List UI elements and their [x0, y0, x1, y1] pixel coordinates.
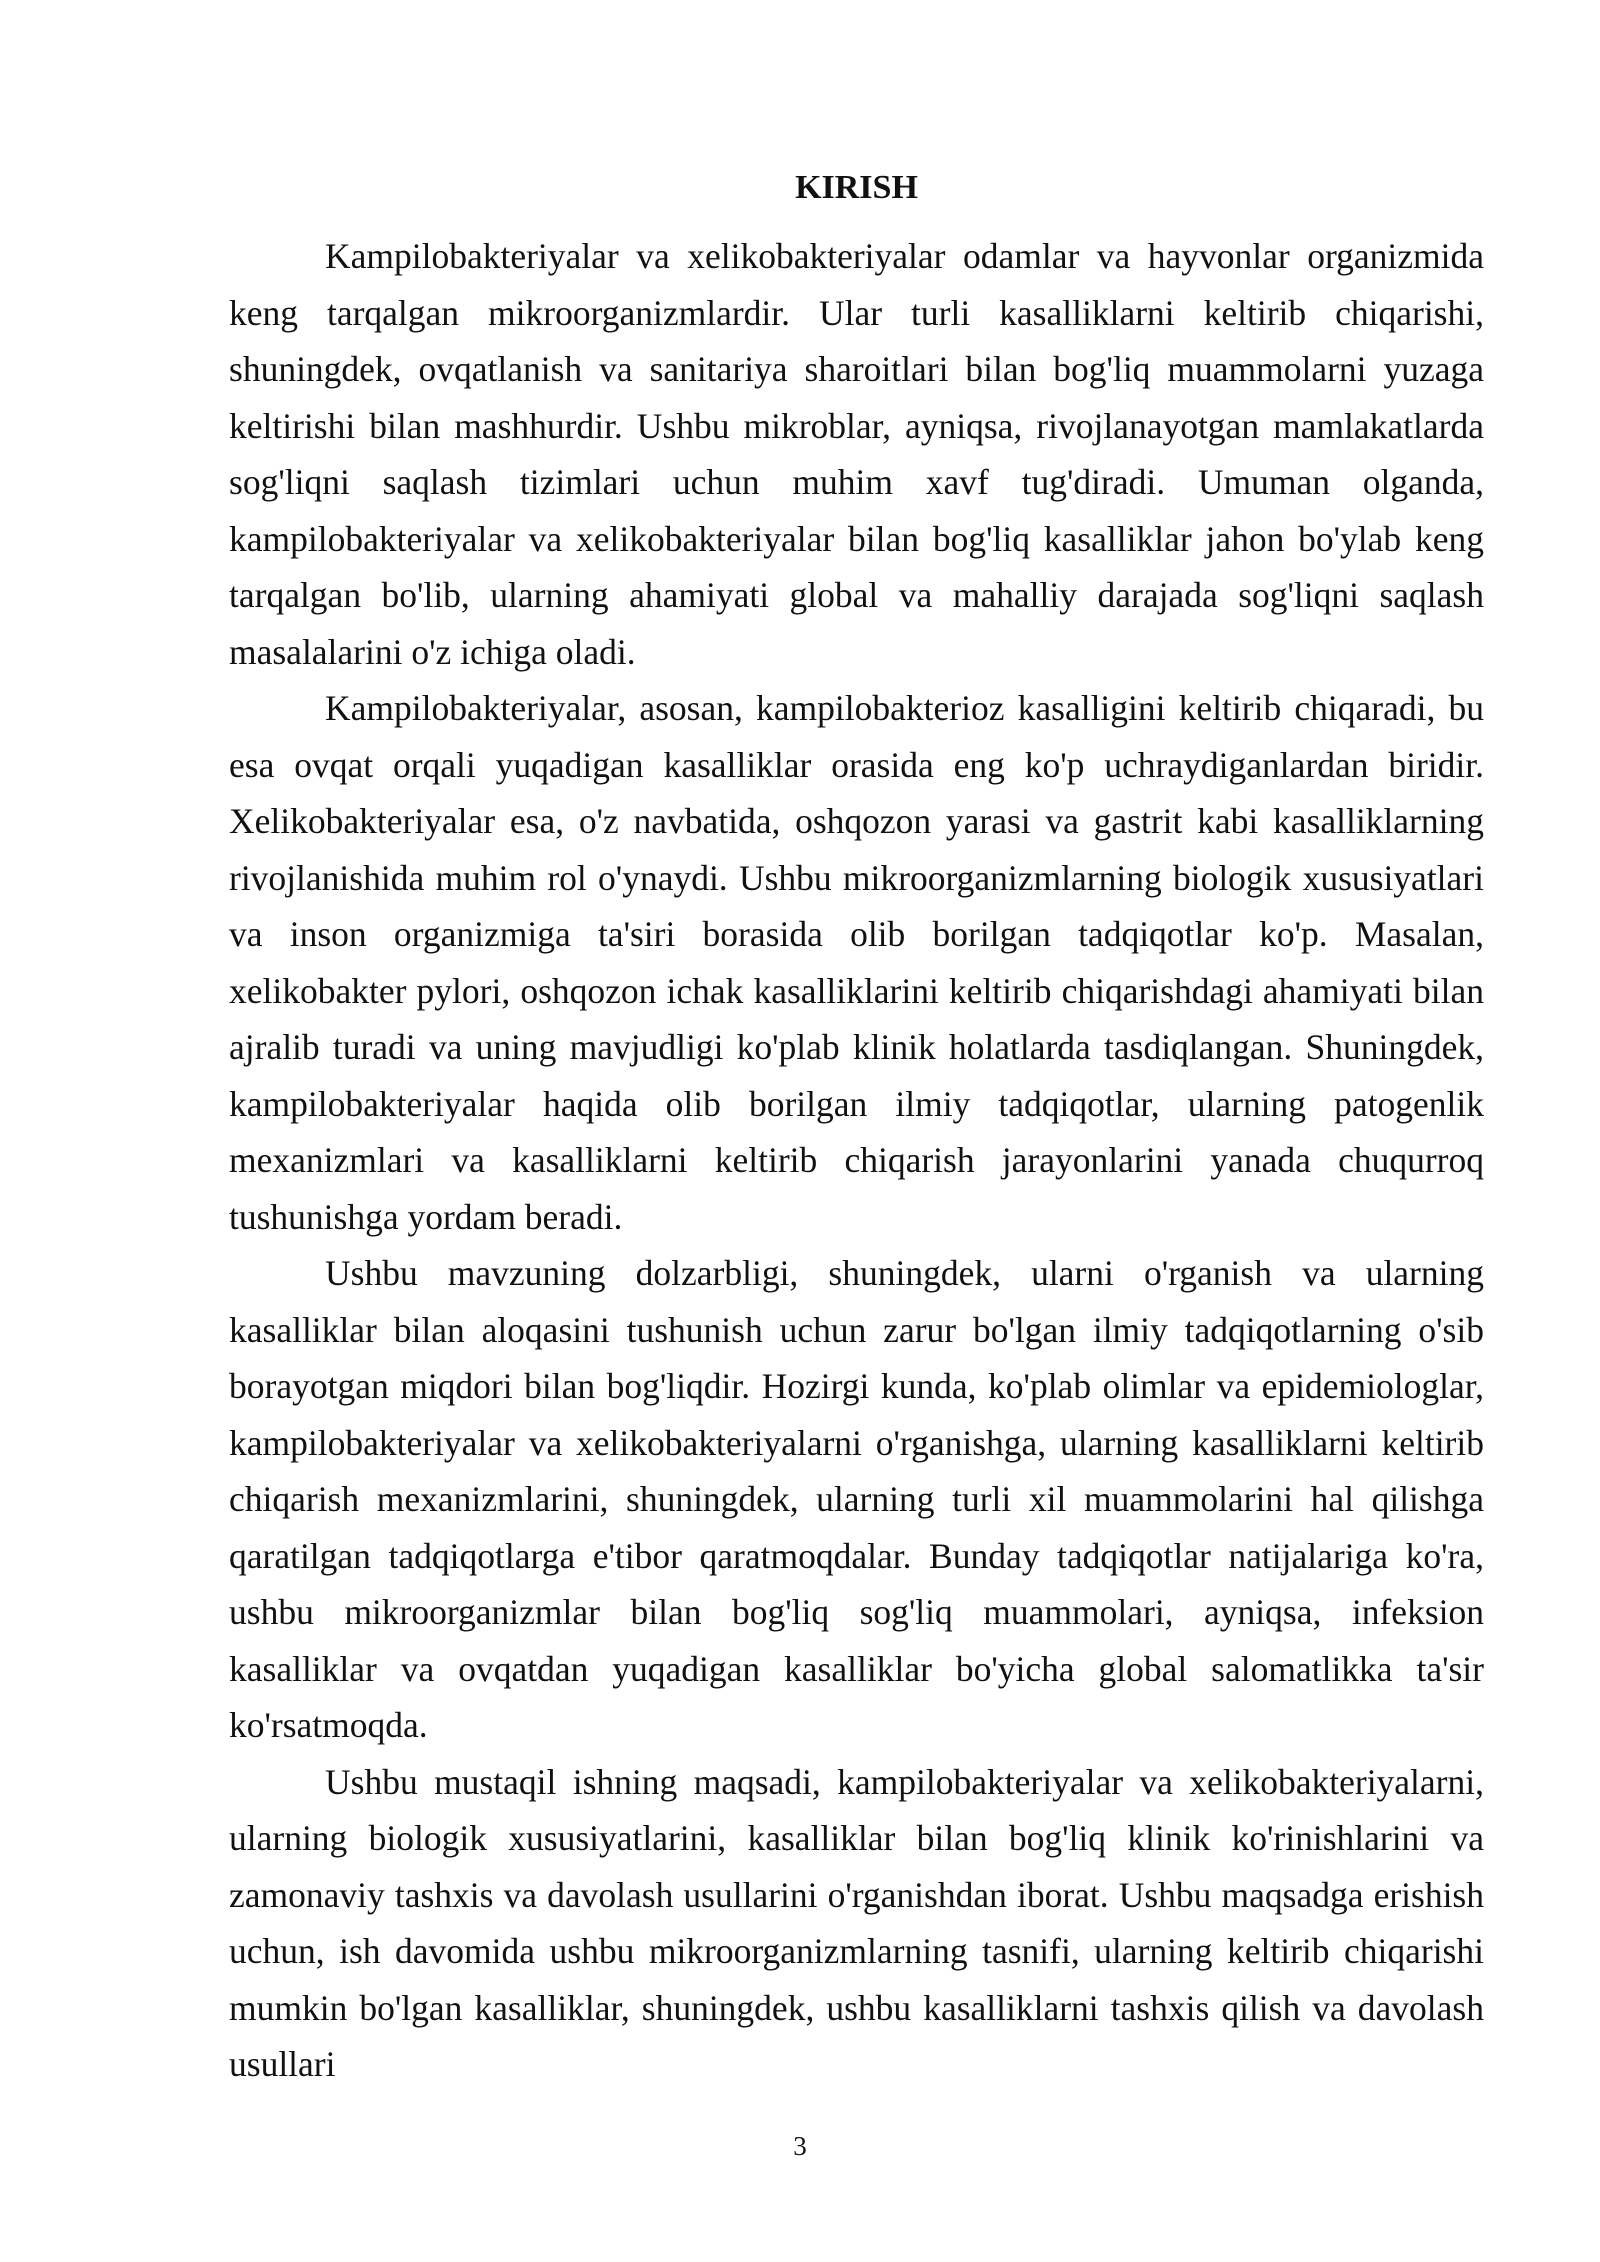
paragraph: Ushbu mavzuning dolzarbligi, shuningdek, ularni o'rganish va ularning kasalliklar bilan aloqasini tushunish uchun zarur bo'lgan ilmiy tadqiqotlarning o'sib borayotgan miqdori bilan bog'liqdir. Hozirgi kunda, ko'plab olimlar va epidemiologlar, kampilobakteriyalar va xelikobakteriyalarni o'rganishga, ularning kasalliklarni keltirib chiqarish mexanizmlarini, shuningdek, ularning turli xil muammolarini hal qilishga qaratilgan tadqiqotlarga e'tibor qaratmoqdalar. Bunday tadqiqotlar natijalariga ko'ra, ushbu mikroorganizmlar bilan bog'liq sog'liq muammolari, ayniqsa, infeksion kasalliklar va ovqatdan yuqadigan kasalliklar bo'yicha global salomatlikka ta'sir ko'rsatmoqda. [229, 1253, 1484, 1745]
section-title: KIRISH [795, 169, 918, 206]
paragraph: Kampilobakteriyalar va xelikobakteriyalar odamlar va hayvonlar organizmida keng tarqalgan mikroorganizmlardir. Ular turli kasalliklarni keltirib chiqarishi, shuningdek, ovqatlanish va sanitariya sharoitlari bilan bog'liq muammolarni yuzaga keltirishi bilan mashhurdir. Ushbu mikroblar, ayniqsa, rivojlanayotgan mamlakatlarda sog'liqni saqlash tizimlari uchun muhim xavf tug'diradi. Umuman olganda, kampilobakteriyalar va xelikobakteriyalar bilan bog'liq kasalliklar jahon bo'ylab keng tarqalgan bo'lib, ularning ahamiyati global va mahalliy darajada sog'liqni saqlash masalalarini o'z ichiga oladi. [229, 236, 1484, 672]
page-number: 3 [793, 2131, 807, 2161]
paragraph: Kampilobakteriyalar, asosan, kampilobakterioz kasalligini keltirib chiqaradi, bu esa ovqat orqali yuqadigan kasalliklar orasida eng ko'p uchraydiganlardan biridir. Xelikobakteriyalar esa, o'z navbatida, oshqozon yarasi va gastrit kabi kasalliklarning rivojlanishida muhim rol o'ynaydi. Ushbu mikroorganizmlarning biologik xususiyatlari va inson organizmiga ta'siri borasida olib borilgan tadqiqotlar ko'p. Masalan, xelikobakter pylori, oshqozon ichak kasalliklarini keltirib chiqarishdagi ahamiyati bilan ajralib turadi va uning mavjudligi ko'plab klinik holatlarda tasdiqlangan. Shuningdek, kampilobakteriyalar haqida olib borilgan ilmiy tadqiqotlar, ularning patogenlik mexanizmlari va kasalliklarni keltirib chiqarish jarayonlarini yanada chuqurroq tushunishga yordam beradi. [229, 688, 1484, 1237]
page-content [229, 160, 1484, 2093]
paragraph: Ushbu mustaqil ishning maqsadi, kampilobakteriyalar va xelikobakteriyalarni, ularning biologik xususiyatlarini, kasalliklar bilan bog'liq klinik ko'rinishlarini va zamonaviy tashxis va davolash usullarini o'rganishdan iborat. Ushbu maqsadga erishish uchun, ish davomida ushbu mikroorganizmlarning tasnifi, ularning keltirib chiqarishi mumkin bo'lgan kasalliklar, shuningdek, ushbu kasalliklarni tashxis qilish va davolash usullari [229, 1761, 1484, 2084]
